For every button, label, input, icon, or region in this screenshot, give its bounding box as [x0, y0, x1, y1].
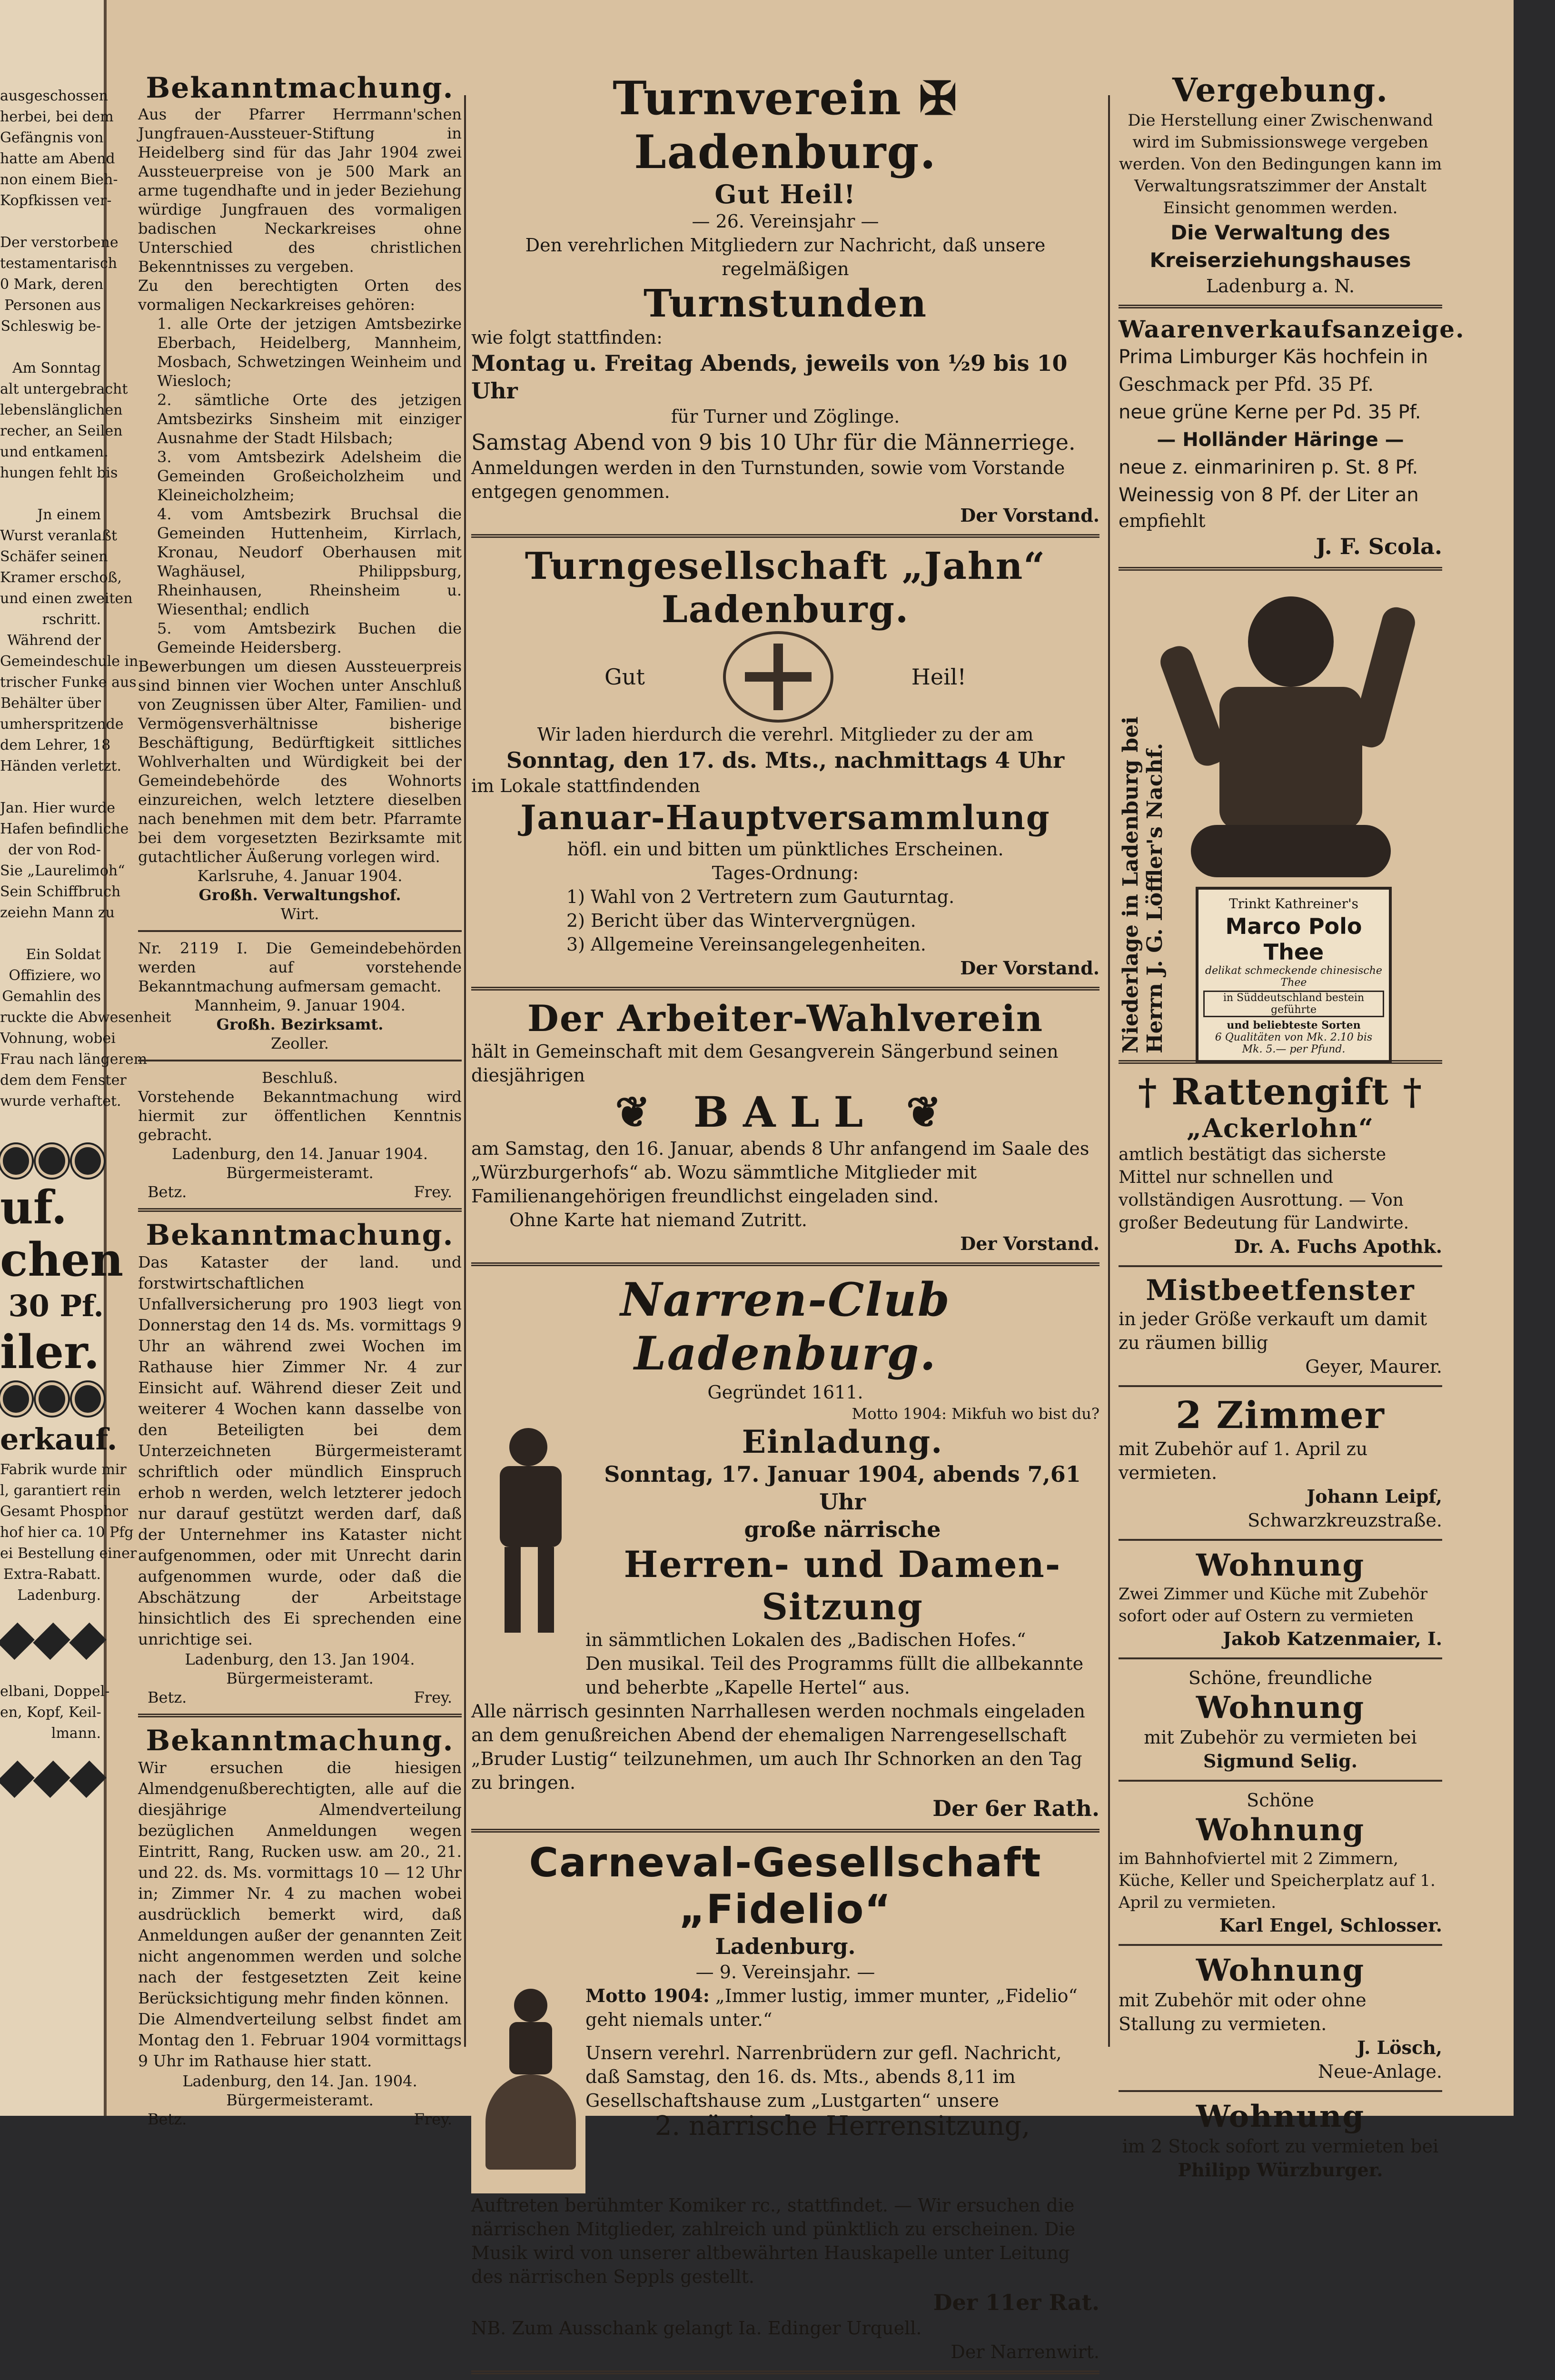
column-rule [1108, 95, 1110, 2047]
ad-line: Prima Limburger Käs hochfein in [1119, 346, 1428, 368]
previous-page-line: alt untergebracht [0, 381, 128, 397]
ad-event: Januar-Hauptversammlung [520, 798, 1050, 837]
ad-text: wie folgt stattfinden: [471, 327, 663, 348]
ad-greeting: Gut Heil! [714, 179, 856, 209]
divider [1119, 1780, 1442, 1782]
ad-line: neue z. einmariniren p. St. 8 Pf. [1119, 456, 1418, 478]
notice-office: Großh. Bezirksamt. [216, 1015, 384, 1033]
ornament-diamond [69, 1761, 107, 1798]
previous-page-line: hof hier ca. 10 Pfg [0, 1524, 134, 1541]
notice-list-item: 5. vom Amtsbezirk Buchen die Gemeinde Heidersberg. [157, 619, 462, 656]
column-center [471, 71, 1099, 2380]
box-text: Trinkt Kathreiner's [1228, 896, 1359, 912]
ad-schedule: Montag u. Freitag Abends, jeweils von ½9 bis 10 Uhr [471, 350, 1068, 404]
ad-signature: Der Narrenwirt. [951, 2341, 1099, 2362]
ornament-diamond [0, 1761, 35, 1798]
notice-text: Vorstehende Bekanntmachung wird hiermit zur öffentlichen Kenntnis gebracht. [138, 1088, 462, 1144]
previous-page-big-text: uf. [0, 1180, 68, 1234]
ad-schedule: für Turner und Zöglinge. [671, 406, 900, 427]
previous-page-line: Kopfkissen ver- [0, 192, 112, 209]
previous-page-line: und entkamen. [0, 444, 109, 460]
signature: Betz. [148, 1183, 187, 1201]
divider [138, 1208, 462, 1212]
previous-page-line: Kramer erschoß, [0, 569, 122, 586]
divider [1119, 1385, 1442, 1387]
previous-page-line: ei Bestellung einer [0, 1545, 137, 1562]
ad-signature: Der Vorstand. [960, 957, 1099, 979]
agenda-item: 1) Wahl von 2 Vertretern zum Gauturntag. [566, 886, 955, 907]
divider [471, 534, 1099, 538]
notice-office: Bürgermeisteramt. [226, 1669, 374, 1687]
notice-title: Bekanntmachung. [146, 1724, 454, 1757]
ad-address: Neue-Anlage. [1317, 2061, 1442, 2082]
ad-founded: Gegründet 1611. [707, 1382, 863, 1403]
divider [138, 930, 462, 932]
notice-signature: Zeoller. [271, 1034, 329, 1052]
ad-text: Den verehrlichen Mitgliedern zur Nachricht, daß unsere regelmäßigen [525, 235, 1046, 279]
ad-signature: Dr. A. Fuchs Apothk. [1234, 1236, 1442, 1257]
ad-date: Sonntag, 17. Januar 1904, abends 7,61 Uhr [604, 1461, 1081, 1515]
ad-title-wohnung: Wohnung [1196, 1953, 1365, 1988]
previous-page-line [0, 777, 104, 798]
previous-page-line: Am Sonntag [12, 360, 101, 377]
ad-line: neue grüne Kerne per Pd. 35 Pf. [1119, 401, 1421, 423]
notice-signature: Wirt. [280, 905, 319, 923]
divider [138, 1714, 462, 1717]
signature: Betz. [148, 1688, 187, 1706]
previous-page-line [0, 923, 104, 944]
ad-greeting-row [471, 631, 1099, 723]
ad-motto-label: Motto 1904: [585, 1985, 710, 2006]
ad-signature: Der Vorstand. [960, 505, 1099, 526]
gymnastics-wreath-icon [723, 631, 833, 723]
ad-signature: Sigmund Selig. [1203, 1750, 1357, 1772]
notice-office: Bürgermeisteramt. [226, 1164, 374, 1182]
previous-page-line: lebenslänglichen [0, 402, 123, 418]
ornament-circle [36, 1144, 68, 1178]
ornament-row [0, 1758, 104, 1800]
divider [1119, 305, 1442, 308]
notice-text: Die Almendverteilung selbst findet am Montag den 1. Februar 1904 vormittags 9 Uhr im Rathause hier statt. [138, 2010, 462, 2070]
previous-page-text [0, 1681, 110, 1744]
ad-address: Schwarzkreuzstraße. [1248, 1510, 1442, 1531]
notice-text: Bewerbungen um diesen Aussteuerpreis sind binnen vier Wochen unter Anschluß von Zeugnissen über Alter, Familien- und Vermögensverhältnisse bisherige Beschäftigung, Bedürftigkeit sittliches Wohlverhalten und Würdigkeit bei der Gemeindebehörde des Wohnorts einzureichen, welch letztere dieselben nach benehmen mit dem betr. Pfarramte bei dem vorgesetzten Bezirksamte mit gutachtlicher Äußerung vorlegen wird. [138, 657, 462, 866]
ad-text: im 2 Stock sofort zu vermieten bei [1122, 2136, 1439, 2157]
previous-page-line: dem dem Fenster [0, 1072, 127, 1089]
previous-page-line [0, 484, 104, 505]
ornament-row [0, 1140, 104, 1181]
previous-page-line: Jan. Hier wurde [0, 800, 115, 816]
deity-head [1248, 596, 1334, 687]
divider [1119, 2090, 1442, 2092]
previous-page-line: Vohnung, wobei [0, 1030, 116, 1047]
agenda-item: 2) Bericht über das Wintervergnügen. [566, 910, 916, 931]
column-right [1119, 71, 1465, 2182]
ad-schedule: Samstag Abend von 9 bis 10 Uhr für die Männerriege. [471, 429, 1076, 455]
ad-pretitle: Schöne [1247, 1790, 1314, 1811]
ornament-diamond [0, 1623, 35, 1660]
notice-title: Bekanntmachung. [146, 1219, 454, 1252]
ad-text: Die Herstellung einer Zwischenwand wird im Submissionswege vergeben werden. Von den Bedingungen kann im Verwaltungsratszimmer der Anstalt Einsicht genommen werden. [1119, 111, 1442, 218]
ad-text: mit Zubehör mit oder ohne Stallung zu vermieten. [1119, 1990, 1367, 2034]
vertical-text: Niederlage in Ladenburg bei [1119, 716, 1143, 1053]
notice-place-date: Ladenburg, den 14. Jan. 1904. [182, 2072, 417, 2090]
previous-page-line: Gesamt Phosphor [0, 1503, 128, 1520]
dancer-illustration [471, 1984, 585, 2193]
previous-page-line: Schäfer seinen [0, 548, 108, 565]
ad-text: mit Zubehör zu vermieten bei [1144, 1727, 1417, 1748]
ad-pretitle: Schöne, freundliche [1188, 1667, 1373, 1688]
ad-motto-text: „Immer lustig, immer munter, „Fidelio“ geht niemals unter.“ [585, 1985, 1078, 2030]
ad-line: empfiehlt [1119, 510, 1206, 531]
previous-page-line: Jn einem [37, 506, 101, 523]
ad-title-rattengift: † Rattengift † [1138, 1071, 1423, 1113]
divider [471, 2370, 1099, 2374]
ad-signature: Karl Engel, Schlosser. [1219, 1914, 1442, 1936]
previous-page-line: Während der [7, 632, 101, 649]
deity-body [1219, 687, 1362, 830]
notice-list-item: 2. sämtliche Orte des jetzigen Amtsbezirks Sinsheim mit einziger Ausnahme der Stadt Hilsbach; [157, 391, 462, 447]
ad-year: — 26. Vereinsjahr — [692, 211, 879, 232]
marco-polo-vertical-text [1119, 577, 1167, 1053]
ad-fidelio-body [471, 1984, 1099, 2193]
previous-page-line [0, 337, 104, 358]
ad-title-mistbeet: Mistbeetfenster [1146, 1274, 1415, 1307]
previous-page-line: Behälter über [0, 695, 101, 712]
ad-place: Ladenburg. [715, 1934, 856, 1959]
ad-date: Sonntag, den 17. ds. Mts., nachmittags 4 Uhr [506, 747, 1065, 773]
previous-page-line: Offiziere, wo [9, 967, 101, 984]
ad-title-turnverein: Turnverein ✠ Ladenburg. [613, 71, 958, 179]
notice-list-item: 4. vom Amtsbezirk Bruchsal die Gemeinden Huttenheim, Kirrlach, Kronau, Neudorf Oberhausen mit Waghäusel, Philippsburg, Rheinhausen, Rheinsheim u. Wiesenthal; endlich [157, 505, 462, 618]
ornament-row [0, 1378, 104, 1419]
ad-signature: Der 6er Rath. [932, 1795, 1099, 1821]
previous-page-line: ruckte die Abwesenheit [0, 1009, 171, 1026]
ad-text: Zwei Zimmer und Küche mit Zubehör sofort oder auf Ostern zu vermieten [1119, 1585, 1428, 1626]
ad-title-jahn: Turngesellschaft „Jahn“ Ladenburg. [525, 545, 1046, 631]
ornament-diamond [69, 1623, 107, 1660]
previous-page-line: hatte am Abend [0, 150, 115, 167]
notice-signatures [138, 2110, 462, 2129]
divider [471, 1262, 1099, 1266]
ad-narren-body [471, 1423, 1099, 1699]
column-rule [464, 95, 466, 2047]
ad-event: Herren- und Damen-Sitzung [624, 1543, 1061, 1628]
jester-head [509, 1428, 547, 1466]
ad-signature: Der Vorstand. [960, 1233, 1099, 1254]
cross-icon [745, 672, 812, 682]
signature: Betz. [148, 2110, 187, 2128]
vertical-text: Herrn J. G. Löffler's Nachf. [1143, 743, 1167, 1053]
notice-list [138, 314, 462, 657]
signature: Frey. [414, 1183, 452, 1201]
previous-page-line: Wurst veranlaßt [0, 527, 118, 544]
ad-title-wohnung: Wohnung [1196, 2099, 1365, 2134]
ad-ball [471, 1087, 1099, 1137]
notice-title: Bekanntmachung. [146, 71, 454, 105]
box-text: und beliebteste Sorten [1227, 1019, 1361, 1031]
jester-body [500, 1466, 562, 1547]
ad-text: Den musikal. Teil des Programms füllt die allbekannte und beherbte „Kapelle Hertel“ aus. [585, 1653, 1084, 1698]
ad-text: in sämmtlichen Lokalen des „Badischen Hofes.“ [585, 1629, 1026, 1650]
ad-text: Alle närrisch gesinnten Narrhallesen werden nochmals eingeladen an dem genußreichen Abend der ehemaligen Narrengesellschaft „Bruder Lustig“ teilzunehmen, um auch Ihr Schnorken an den Tag zu bringen. [471, 1701, 1085, 1793]
notice-text: Das Kataster der land. und forstwirtschaftlichen Unfallversicherung pro 1903 liegt von Donnerstag den 14 ds. Ms. vormittags 9 Uhr an während zwei Wochen im Rathause hier Zimmer Nr. 4 zur Einsicht auf. Während dieser Zeit und weiterer 4 Wochen kann dasselbe von den Beteiligten bei dem Unterzeichneten Bürgermeisteramt schriftlich oder mündlich Einspruch erhob n werden, welch letzterer jedoch nur darauf gestützt werden darf, daß der Unternehmer ins Kataster nicht aufgenommen, oder mit Unrecht darin aufgenommen wurde, oder daß die Abschätzung der Arbeitstage hinsichtlich des Ei sprechenden eine unrichtige sei. [138, 1253, 462, 1648]
ad-signature: Geyer, Maurer. [1305, 1356, 1442, 1377]
previous-page-line: Personen aus [4, 297, 101, 314]
ad-agenda-list [471, 885, 1099, 956]
ad-title-arbeiter: Der Arbeiter-Wahlverein [527, 997, 1044, 1040]
marco-polo-illustration [1167, 577, 1442, 1053]
ad-title-vergebung: Vergebung. [1172, 71, 1389, 109]
previous-page-line: ausgeschossen [0, 88, 109, 104]
previous-page-price: 30 Pf. [8, 1289, 104, 1323]
previous-page-line: l, garantiert rein [0, 1482, 121, 1499]
previous-page-line: Händen verletzt. [0, 758, 122, 774]
divider [1119, 1657, 1442, 1659]
ornament-diamond [33, 1623, 71, 1660]
ad-signature: J. Lösch, [1357, 2037, 1442, 2058]
ad-title-wohnung: Wohnung [1196, 1812, 1365, 1848]
notice-signatures [138, 1688, 462, 1707]
previous-page-line: Gemahlin des [2, 988, 101, 1005]
ad-signature: Die Verwaltung des Kreiserziehungshauses [1149, 221, 1411, 272]
flourish-icon: ❦ [615, 1087, 693, 1137]
agenda-item: 3) Allgemeine Vereinsangelegenheiten. [566, 934, 926, 955]
ad-line: Geschmack per Pfd. 35 Pf. [1119, 374, 1374, 396]
deity-arm [1349, 604, 1418, 751]
previous-page-line: non einem Bieh- [0, 171, 118, 188]
notice-text: Wir ersuchen die hiesigen Almendgenußberechtigten, alle auf die diesjährige Almendverteilung bezüglichen Anmeldungen wegen Eintritt, Rang, Rucken usw. am 20., 21. und 22. ds. Ms. vormittags 10 — 12 Uhr in; Zimmer Nr. 4 zu machen wobei ausdrücklich bemerkt wird, daß Anmeldungen außer der genannten Zeit nicht angenommen werden und solche nach der festgesetzten Zeit keine Berücksichtigung mehr finden können. [138, 1758, 462, 2007]
ad-text: am Samstag, den 16. Januar, abends 8 Uhr anfangend im Saale des „Würzburgerhofs“ ab. Wozu sämmtliche Mitglieder mit Familienangehörigen freundlichst eingeladen sind. [471, 1138, 1089, 1207]
previous-page-line: zeiehn Mann zu [0, 904, 115, 921]
jester-leg [505, 1547, 521, 1633]
divider [1119, 1944, 1442, 1946]
notice-list-item: 3. vom Amtsbezirk Adelsheim die Gemeinden Großeicholzheim und Kleineicholzheim; [157, 448, 462, 504]
ad-invite: Einladung. [742, 1423, 943, 1460]
previous-page-text [0, 1459, 137, 1606]
ornament-diamond [33, 1761, 71, 1798]
box-text: delikat schmeckende chinesische Thee [1205, 965, 1382, 989]
ad-subtitle: „Ackerlohn“ [1186, 1113, 1375, 1143]
ad-year: — 9. Vereinsjahr. — [695, 1962, 875, 1983]
previous-page-line: trischer Funke aus [0, 674, 137, 691]
ad-title-wohnung: Wohnung [1196, 1690, 1365, 1726]
ad-text: in jeder Größe verkauft um damit zu räumen billig [1119, 1309, 1427, 1353]
previous-page-line: Der verstorbene [0, 234, 119, 251]
ornament-circle [0, 1144, 32, 1178]
previous-page-line: Hafen befindliche [0, 821, 129, 837]
divider [471, 987, 1099, 991]
ad-signature: Johann Leipf, [1307, 1486, 1442, 1507]
previous-page-line: Extra-Rabatt. [3, 1566, 101, 1583]
dancer-skirt [485, 2074, 576, 2170]
notice-place-date: Karlsruhe, 4. Januar 1904. [197, 867, 403, 885]
notice-signatures [138, 1182, 462, 1201]
previous-page-line: elbani, Doppel- [0, 1683, 110, 1700]
ad-title-zimmer: 2 Zimmer [1176, 1394, 1385, 1437]
ad-text: Auftreten berühmter Komiker rc., stattfindet. — Wir ersuchen die närrischen Mitglieder, zahlreich und pünktlich zu erscheinen. Die Musik wird von unserer altbewährten Hauskapelle unter Leitung des närrischen Seppls gestellt. [471, 2195, 1076, 2287]
deity-legs [1191, 825, 1391, 877]
ad-motto [585, 1984, 1099, 2032]
previous-page-line: testamentarisch [0, 255, 118, 272]
previous-page-line: wurde verhaftet. [0, 1093, 121, 1110]
ad-text: Anmeldungen werden in den Turnstunden, sowie vom Vorstande entgegen genommen. [471, 457, 1065, 502]
ad-text: im Bahnhofviertel mit 2 Zimmern, Küche, Keller und Speicherplatz auf 1. April zu vermieten. [1119, 1849, 1436, 1912]
previous-page-line: lmann. [51, 1725, 101, 1742]
previous-page-text [0, 0, 171, 1112]
ornament-row [0, 1620, 104, 1662]
notice-place-date: Ladenburg, den 14. Januar 1904. [171, 1145, 428, 1163]
previous-page-line [0, 211, 104, 232]
notice-place-date: Mannheim, 9. Januar 1904. [194, 996, 406, 1014]
ad-greeting: Heil! [911, 664, 966, 690]
notice-list-item: 1. alle Orte der jetzigen Amtsbezirke Eberbach, Heidelberg, Mannheim, Mosbach, Schwetzingen Weinheim und Wiesloch; [157, 315, 462, 390]
previous-page-line: Gefängnis von [0, 129, 104, 146]
ad-event: 2. närrische Herrensitzung, [654, 2111, 1030, 2142]
box-text: 6 Qualitäten von Mk. 2.10 bis Mk. 5.— per Pfund. [1215, 1031, 1373, 1055]
previous-page-line: Sie „Laurelimoh“ [0, 863, 125, 879]
previous-page-line: Sein Schiffbruch [0, 883, 121, 900]
box-text: in Süddeutschland bestein geführte [1203, 991, 1384, 1017]
signature: Frey. [414, 1688, 452, 1706]
ad-text: mit Zubehör auf 1. April zu vermieten. [1119, 1438, 1368, 1483]
divider [471, 1829, 1099, 1833]
ad-text: NB. Zum Ausschank gelangt Ia. Edinger Urquell. [471, 2318, 922, 2339]
ad-text: Wir laden hierdurch die verehrl. Mitglieder zu der am [537, 724, 1034, 745]
ad-ball-text: BALL [693, 1087, 878, 1137]
marco-polo-ad [1119, 577, 1442, 1053]
previous-page-line: umherspritzende [0, 716, 124, 733]
divider [1119, 1265, 1442, 1267]
ad-text: Ohne Karte hat niemand Zutritt. [509, 1210, 807, 1230]
previous-page-line: recher, an Seilen [0, 423, 123, 439]
previous-page-line: Gemeindeschule in [0, 653, 139, 670]
previous-page-heading: erkauf. [0, 1422, 118, 1457]
ornament-circle [0, 1382, 32, 1416]
ad-text: im Lokale stattfindenden [471, 775, 701, 796]
flourish-icon: ❦ [877, 1087, 956, 1137]
previous-page-big-text: iler. [0, 1325, 100, 1379]
ad-fidelio-text [585, 1984, 1099, 2193]
notice-office: Großh. Verwaltungshof. [198, 886, 401, 904]
notice-place-date: Ladenburg, den 13. Jan 1904. [185, 1650, 415, 1668]
previous-page-line: hungen fehlt bis [0, 465, 118, 481]
jester-leg [538, 1547, 554, 1633]
ad-signature: Jakob Katzenmaier, I. [1223, 1628, 1442, 1649]
previous-page-line: dem Lehrer, 18 [0, 737, 111, 754]
ad-motto: Motto 1904: Mikfuh wo bist du? [852, 1405, 1099, 1423]
previous-page-line: Frau nach längerem [0, 1051, 148, 1068]
ad-signature: Philipp Würzburger. [1178, 2159, 1383, 2181]
divider [138, 1060, 462, 1061]
previous-page-line: 0 Mark, deren [0, 276, 104, 293]
notice-beschluss: Beschluß. [262, 1069, 338, 1087]
ad-text: Unsern verehrl. Narrenbrüdern zur gefl. Nachricht, daß Samstag, den 16. ds. Mts., abends 8,11 im Gesellschaftshause zum „Lustgarten“ unsere [585, 2043, 1062, 2111]
previous-page-line: Ladenburg. [17, 1587, 101, 1604]
dancer-bodice [509, 2022, 552, 2074]
ornament-circle [72, 1382, 104, 1416]
ad-title-wohnung: Wohnung [1196, 1547, 1365, 1583]
notice-text: Aus der Pfarrer Herrmann'schen Jungfrauen-Aussteuer-Stiftung in Heidelberg sind für das Jahr 1904 zwei Aussteuerpreise von je 500 Mark an arme tugendhafte und in jeder Beziehung würdige Jungfrauen des vormaligen badischen Neckarkreises ohne Unterschied des christlichen Bekenntnisses zu vergeben. [138, 105, 462, 276]
ornament-circle [36, 1382, 68, 1416]
notice-office: Bürgermeisteramt. [226, 2091, 374, 2109]
previous-page-line: und einen zweiten [0, 590, 133, 607]
ad-signature: J. F. Scola. [1316, 534, 1442, 559]
ad-subtitle: Turnstunden [644, 281, 927, 326]
ad-text: große närrische [744, 1517, 941, 1542]
dancer-head [514, 1989, 547, 2022]
previous-page-line: Ein Soldat [26, 946, 101, 963]
ad-text: amtlich bestätigt das sicherste Mittel nur schnellen und vollständigen Ausrottung. — Von großer Bedeutung für Landwirte. [1119, 1145, 1409, 1233]
ad-narren-text [585, 1423, 1099, 1699]
previous-page-line: rschritt. [42, 611, 101, 628]
previous-page-line: en, Kopf, Keil- [0, 1704, 101, 1721]
ad-title-narren: Narren-Club Ladenburg. [620, 1273, 951, 1380]
ad-greeting: Gut [604, 664, 645, 690]
ad-place: Ladenburg a. N. [1206, 276, 1355, 297]
ad-text: höfl. ein und bitten um pünktliches Erscheinen. [567, 839, 1004, 860]
ad-signature: Der 11er Rat. [933, 2290, 1099, 2315]
ad-line: — Holländer Häringe — [1157, 429, 1404, 451]
previous-page-big-text: chen [0, 1233, 124, 1287]
previous-page-line: Fabrik wurde mir [0, 1461, 127, 1478]
ad-agenda-title: Tages-Ordnung: [712, 863, 859, 883]
divider [1119, 1539, 1442, 1541]
ornament-circle [72, 1144, 104, 1178]
ad-title-waren: Waarenverkaufsanzeige. [1119, 315, 1465, 343]
box-brand: Marco Polo Thee [1225, 913, 1362, 965]
column-left [138, 71, 462, 2129]
jester-illustration [471, 1423, 585, 1642]
notice-text: Zu den berechtigten Orten des vormaligen Neckarkreises gehören: [138, 277, 462, 314]
previous-page-line: Schleswig be- [0, 318, 101, 335]
marco-polo-box [1196, 887, 1392, 1063]
signature: Frey. [414, 2110, 452, 2128]
previous-page-line: der von Rod- [8, 842, 101, 858]
ad-text: hält in Gemeinschaft mit dem Gesangverein Sängerbund seinen diesjährigen [471, 1041, 1059, 1086]
ad-title-fidelio: Carneval-Gesellschaft „Fidelio“ [529, 1839, 1042, 1933]
previous-page-line: herbei, bei dem [0, 109, 114, 125]
divider [1119, 567, 1442, 571]
notice-text: Nr. 2119 I. Die Gemeindebehörden werden auf vorstehende Bekanntmachung aufmersam gemacht. [138, 939, 462, 995]
ad-line: Weinessig von 8 Pf. der Liter an [1119, 484, 1419, 506]
